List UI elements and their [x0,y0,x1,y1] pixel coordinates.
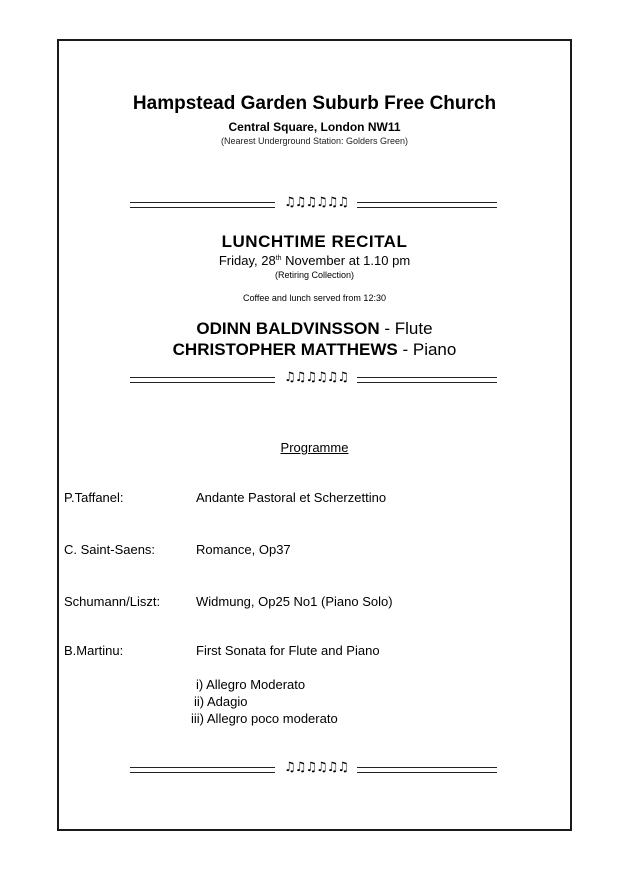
retiring-collection: (Retiring Collection) [274,270,355,280]
nearest-station: (Nearest Underground Station: Golders Green) [220,136,409,146]
movement: iii) Allegro poco moderato [191,711,338,726]
performer-piano: CHRISTOPHER MATTHEWS - Piano [172,340,457,359]
composer: P.Taffanel: [64,490,124,505]
event-date: Friday, 28th November at 1.10 pm [218,253,411,268]
coffee-note: Coffee and lunch served from 12:30 [243,293,386,303]
movement: ii) Adagio [194,694,248,709]
composer: Schumann/Liszt: [64,594,161,609]
movement: i) Allegro Moderato [196,677,306,692]
programme-heading: Programme [280,440,349,455]
church-address: Central Square, London NW11 [228,120,401,134]
work: Romance, Op37 [196,542,291,557]
composer: C. Saint-Saens: [64,542,156,557]
music-divider-bottom [130,760,497,776]
music-notes-icon: ♫♫♫♫♫♫ [284,370,348,385]
music-notes-icon: ♫♫♫♫♫♫ [284,195,348,210]
music-notes-icon: ♫♫♫♫♫♫ [284,760,348,775]
work: Andante Pastoral et Scherzettino [196,490,387,505]
music-divider-middle [130,370,497,386]
composer: B.Martinu: [64,643,124,658]
church-name: Hampstead Garden Suburb Free Church [132,93,497,114]
performer-flute: ODINN BALDVINSSON - Flute [196,319,433,338]
work: Widmung, Op25 No1 (Piano Solo) [196,594,393,609]
music-divider-top [130,195,497,211]
event-title: LUNCHTIME RECITAL [221,232,408,251]
work: First Sonata for Flute and Piano [196,643,380,658]
